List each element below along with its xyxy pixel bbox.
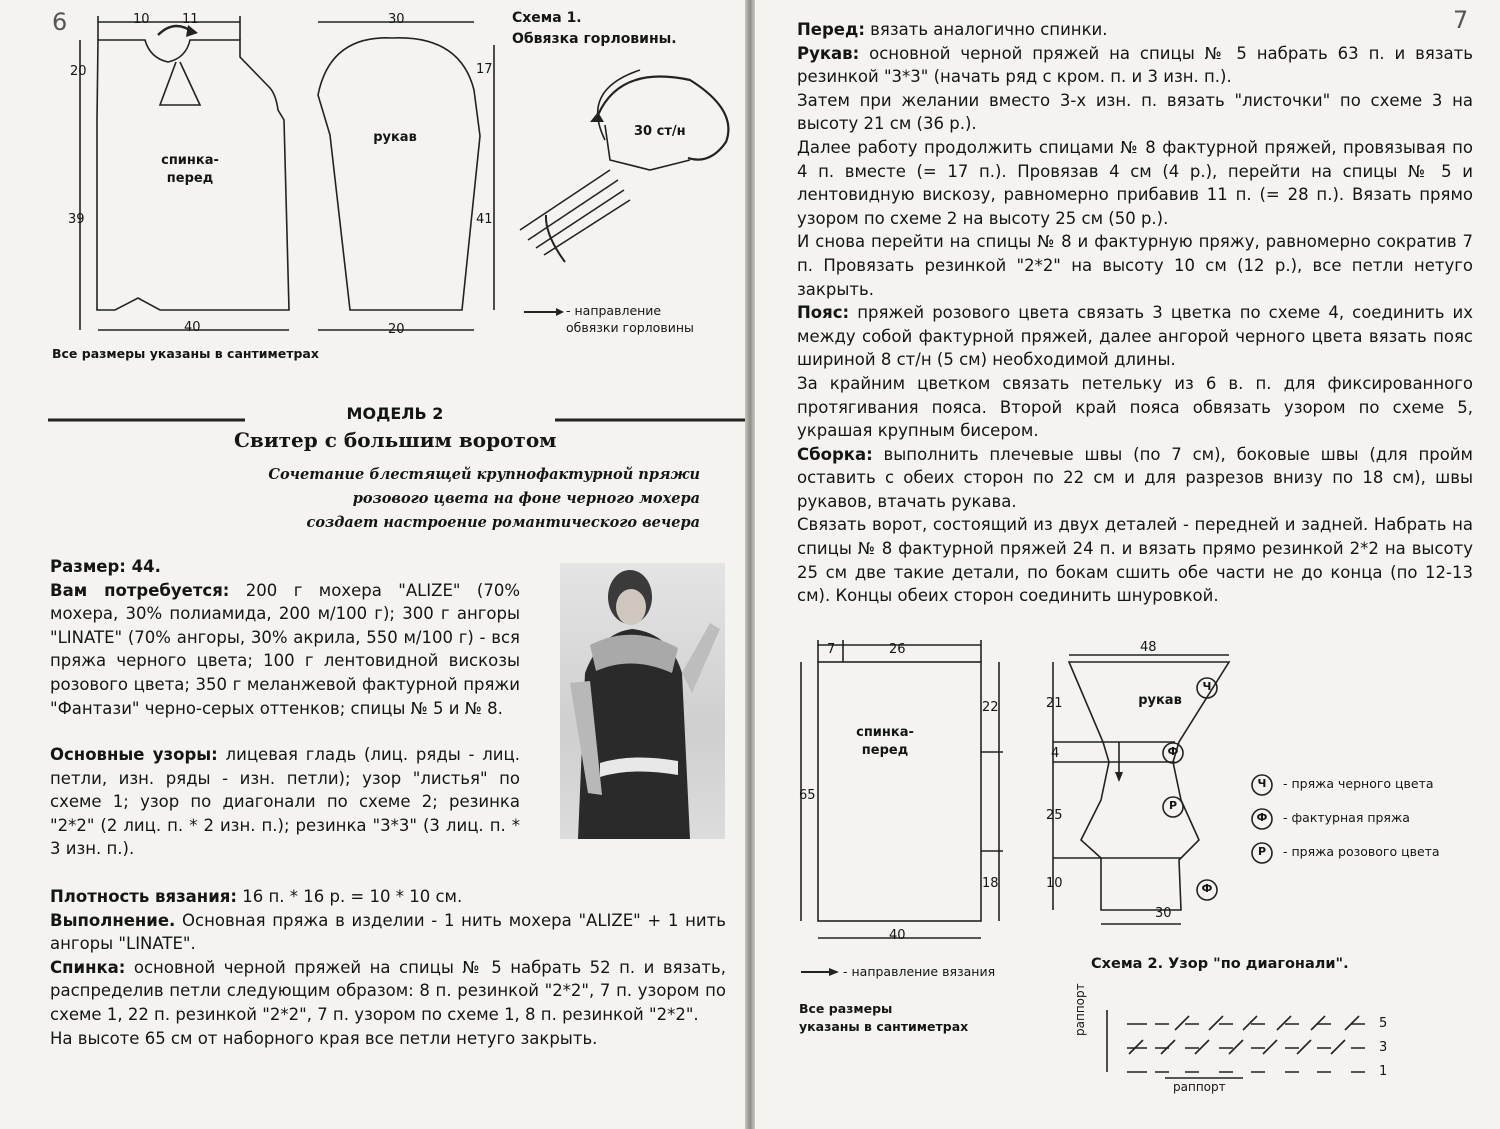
dim-label: 26 bbox=[889, 642, 906, 657]
page-number: 6 bbox=[52, 8, 68, 36]
dim-label: 11 bbox=[182, 12, 199, 27]
model-label: МОДЕЛЬ 2 bbox=[346, 404, 444, 423]
label-sleeve: рукав bbox=[373, 130, 417, 145]
dim-label: 40 bbox=[184, 320, 201, 335]
symbol-pink: Р bbox=[1168, 799, 1178, 812]
dim-label: 30 bbox=[388, 12, 405, 27]
page-number: 7 bbox=[1453, 6, 1469, 34]
paragraph: Рукав: основной черной пряжей на спицы № 5 набрать 63 п. и вязать резинкой "3*3" (начать ряд с кром. п. и 3 изн. п.). bbox=[797, 43, 1473, 87]
dim-label: 4 bbox=[1051, 746, 1060, 761]
row-number: 5 bbox=[1379, 1016, 1388, 1031]
dim-label: 20 bbox=[388, 322, 405, 337]
paragraph: Далее работу продолжить спицами № 8 фактурной пряжей, провязывая по 4 п. вместе (= 17 п.). Провязав 4 см (4 р.), перейти на спицы № 5 и лентовидную вискозу, равномерно прибавив 11 п. (= 28 п.). Вязать прямо узором по схеме 2 на высоту 25 см (50 р.). bbox=[797, 137, 1473, 228]
dim-label: 10 bbox=[1046, 876, 1063, 891]
dimensions-note: Все размеры указаны в сантиметрах bbox=[52, 346, 319, 361]
paragraph: И снова перейти на спицы № 8 и фактурную пряжу, равномерно сократив 7 п. Провязать резинкой "2*2" на высоту 10 см (12 р.), все петли нетуго закрыть. bbox=[797, 232, 1473, 299]
legend-text: - фактурная пряжа bbox=[1283, 810, 1410, 825]
paragraph: Спинка: основной черной пряжей на спицы № 5 набрать 52 п. и вязать, распределив петли следующим образом: 8 п. резинкой "2*2", 7 п. узором по схеме 1, 22 п. резинкой "2*2", 7 п. узором по схеме 1, 8 п. резинкой "2*2". bbox=[50, 957, 726, 1024]
left-body-text bbox=[50, 555, 520, 720]
paragraph: Затем при желании вместо 3-х изн. п. вязать "листочки" по схеме 3 на высоту 21 см (36 р.). bbox=[797, 90, 1473, 134]
dim-label: 22 bbox=[982, 700, 999, 715]
rapport-horizontal: раппорт bbox=[1173, 1080, 1226, 1094]
dim-label: 10 bbox=[133, 12, 150, 27]
dim-label: 20 bbox=[70, 64, 87, 79]
right-page bbox=[755, 0, 1500, 1129]
dim-label: 17 bbox=[476, 62, 493, 77]
model-photo bbox=[560, 563, 725, 839]
article-subtitle: Сочетание блестящей крупнофактурной пряжи розового цвета на фоне черного мохера создает настроение романтического вечера bbox=[268, 466, 700, 531]
paragraph: Размер: 44. bbox=[50, 557, 161, 576]
legend-text: - пряжа черного цвета bbox=[1283, 776, 1434, 791]
dim-label: 18 bbox=[982, 876, 999, 891]
left-body-text-2 bbox=[50, 743, 520, 861]
paragraph: За крайним цветком связать петельку из 6 в. п. для фиксированного протягивания пояса. Второй край пояса обвязать узором по схеме 5, украшая крупным бисером. bbox=[797, 373, 1473, 441]
arrow-legend: - направление вязания bbox=[843, 964, 996, 979]
paragraph: Сборка: выполнить плечевые швы (по 7 см), боковые швы (для пройм оставить с обеих сторон по 22 см и для разрезов внизу по 18 см), швы рукавов, втачать рукава. bbox=[797, 444, 1473, 511]
paragraph: Связать ворот, состоящий из двух деталей - передней и задней. Набрать на спицы № 8 фактурной пряжей 24 п. и вязать прямо резинкой 2*2 на высоту 25 см две такие детали, по бокам сшить обе части не до конца (по 12-13 см). Концы обеих сторон соединить шнуровкой. bbox=[797, 515, 1473, 606]
legend-symbol: Р bbox=[1257, 845, 1267, 858]
book-spine bbox=[745, 0, 755, 1129]
paragraph: Выполнение. Основная пряжа в изделии - 1 нить мохера "ALIZE" + 1 нить ангоры "LINATE". bbox=[50, 910, 726, 954]
paragraph: Основные узоры: лицевая гладь (лиц. ряды - лиц. петли, изн. ряды - изн. петли); узор "листья" по схеме 1; узор по диагонали по схеме 2; резинка "2*2" (2 лиц. п. * 2 изн. п.); резинка "3*3" (3 лиц. п. * 3 изн. п.). bbox=[50, 745, 521, 859]
dim-label: 41 bbox=[476, 212, 493, 227]
label-sleeve: рукав bbox=[1138, 693, 1182, 708]
dim-label: 48 bbox=[1140, 640, 1157, 655]
paragraph: Перед: вязать аналогично спинки. bbox=[797, 20, 1108, 39]
row-number: 3 bbox=[1379, 1040, 1388, 1055]
left-body-text-3 bbox=[50, 885, 726, 1050]
dimensions-note: Все размеры указаны в сантиметрах bbox=[799, 1001, 969, 1034]
scheme1-legend: - направление обвязки горловины bbox=[566, 303, 694, 335]
dim-label: 40 bbox=[889, 928, 906, 943]
legend-symbol: Ч bbox=[1257, 777, 1267, 790]
label-body: спинка- перед bbox=[856, 725, 914, 758]
legend-text: - пряжа розового цвета bbox=[1283, 844, 1440, 859]
rapport-vertical: раппорт bbox=[1073, 983, 1087, 1036]
symbol-textured: Ф bbox=[1167, 745, 1179, 758]
left-page bbox=[0, 0, 745, 1129]
symbol-black: Ч bbox=[1202, 680, 1212, 693]
paragraph: На высоте 65 см от наборного края все петли нетуго закрыть. bbox=[50, 1028, 598, 1048]
paragraph: Пояс: пряжей розового цвета связать 3 цветка по схеме 4, соединить их между собой фактурной пряжей, далее ангорой черного цвета вязать пояс шириной 8 ст/н (5 см) необходимой длины. bbox=[797, 303, 1473, 370]
scheme1-title: Схема 1. Обвязка горловины. bbox=[512, 10, 677, 47]
symbol-textured: Ф bbox=[1201, 882, 1213, 895]
dim-label: 25 bbox=[1046, 808, 1063, 823]
scheme2-title: Схема 2. Узор "по диагонали". bbox=[1091, 956, 1349, 972]
legend-symbol: Ф bbox=[1256, 811, 1268, 824]
woman-photo-icon bbox=[560, 563, 725, 839]
dim-label: 65 bbox=[799, 788, 816, 803]
label-body: спинка- перед bbox=[161, 153, 219, 186]
row-number: 1 bbox=[1379, 1064, 1388, 1079]
dim-label: 21 bbox=[1046, 696, 1063, 711]
dim-label: 7 bbox=[827, 642, 836, 657]
dim-label: 39 bbox=[68, 212, 85, 227]
paragraph: Вам потребуется: 200 г мохера "ALIZE" (70% мохера, 30% полиамида, 200 м/100 г); 300 г ангоры "LINATE" (70% ангоры, 30% акрила, 550 м/100 г) - вся пряжа черного цвета; 100 г лентовидной вискозы розового цвета; 350 г меланжевой фактурной пряжи "Фантази" черно-серых оттенков; спицы № 5 и № 8. bbox=[50, 580, 520, 718]
article-title: Свитер с большим воротом bbox=[234, 428, 557, 452]
scheme1-label: 30 ст/н bbox=[634, 124, 686, 139]
dim-label: 30 bbox=[1155, 906, 1172, 921]
paragraph: Плотность вязания: 16 п. * 16 р. = 10 * 10 см. bbox=[50, 887, 463, 906]
